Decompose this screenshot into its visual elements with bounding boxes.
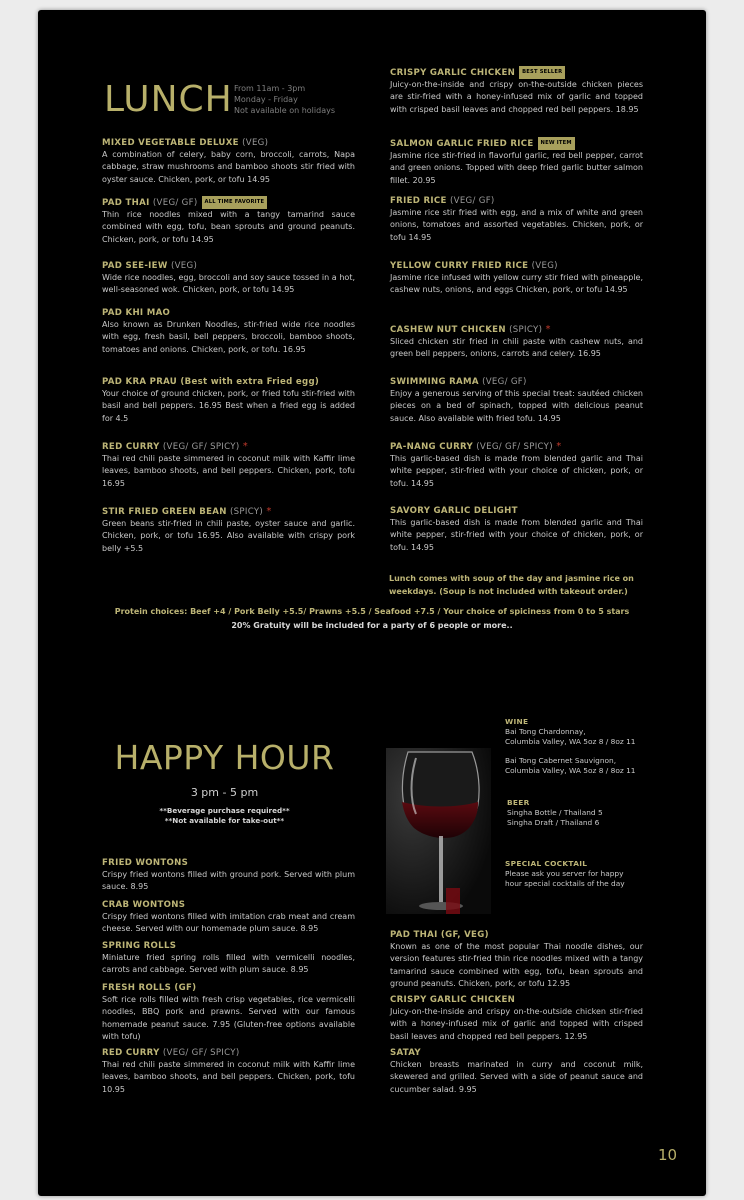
lunch-hours-line: Monday - Friday: [234, 95, 298, 104]
soup-note: Lunch comes with soup of the day and jasmine rice on weekdays. (Soup is not included with takeout order.): [389, 574, 634, 596]
item-tag: (SPICY): [509, 325, 543, 335]
item-description: Thin rice noodles mixed with a tangy tamarind sauce combined with egg, tofu, bean sprouts and ground peanuts. Chicken, pork, or tofu 14.95: [102, 210, 355, 244]
item-name: [102, 441, 355, 453]
item-tag: (VEG): [242, 138, 269, 148]
gratuity-note: 20% Gratuity will be included for a party of 6 people or more..: [231, 621, 513, 630]
wine-line: Columbia Valley, WA 5oz 8 / 8oz 11: [505, 766, 636, 776]
item-tag: (VEG/ GF): [449, 196, 495, 206]
item-title: PAD SEE-IEW: [102, 261, 168, 271]
menu-item: [102, 196, 355, 246]
cocktail-heading: SPECIAL COCKTAIL: [505, 859, 588, 868]
item-title: PAD THAI: [102, 198, 150, 208]
spicy-star-icon: *: [545, 324, 551, 335]
item-name: SATAY: [390, 1048, 421, 1058]
item-tag: (SPICY): [230, 507, 264, 517]
item-description: Juicy-on-the-inside and crispy on-the-outside chicken pieces are stir-fried with a honey-infused mix of garlic and topped with crisped basil leaves and chopped red bell peppers. 18.95: [390, 80, 643, 114]
item-title: STIR FRIED GREEN BEAN: [102, 507, 227, 517]
item-name: [390, 506, 643, 517]
item-title: PAD KHI MAO: [102, 308, 171, 318]
item-description: Enjoy a generous serving of this special treat: sautéed chicken pieces on a bed of spinach, topped with delicious peanut sauce. Also available with fried tofu. 14.95: [390, 389, 643, 423]
item-name: [102, 1048, 355, 1059]
item-name: CRAB WONTONS: [102, 900, 186, 910]
item-name: [102, 506, 355, 518]
item-title: RED CURRY: [102, 1048, 160, 1058]
item-name: [390, 324, 643, 336]
menu-item: [102, 506, 355, 555]
item-name: [390, 441, 643, 453]
item-tag: (VEG): [170, 261, 198, 271]
cocktail-section: [505, 859, 675, 890]
item-name: [102, 377, 355, 388]
menu-item: [390, 196, 643, 244]
menu-item: [102, 441, 355, 490]
item-name: [102, 261, 355, 272]
item-description: Miniature fried spring rolls filled with vermicelli noodles, carrots and cabbage. Served with plum sauce. 8.95: [102, 953, 355, 975]
spicy-star-icon: *: [266, 506, 272, 517]
menu-item: [390, 137, 643, 187]
lunch-hours-line: From 11am - 3pm: [234, 84, 306, 93]
wine-heading: WINE: [505, 717, 529, 726]
page-number: 10: [658, 1146, 678, 1164]
lunch-hours: [234, 83, 335, 116]
spicy-star-icon: *: [556, 441, 562, 452]
lunch-title: LUNCH: [104, 79, 233, 120]
item-title: SAVORY GARLIC DELIGHT: [390, 506, 518, 516]
item-badge: BEST SELLER: [519, 66, 565, 79]
item-description: Thai red chili paste simmered in coconut milk with Kaffir lime leaves, bamboo shoots, and bell peppers. Chicken, pork, tofu 16.95: [102, 454, 355, 488]
happy-hour-notes: [102, 806, 347, 826]
item-title: PAD KRA PRAU (Best with extra Fried egg): [102, 377, 320, 387]
item-title: PA-NANG CURRY: [390, 442, 473, 452]
item-description: Soft rice rolls filled with fresh crisp vegetables, rice vermicelli noodles, BBQ pork and prawns. Served with our famous homemade peanut sauce. 7.95 (Gluten-free options available with tofu): [102, 995, 355, 1042]
beer-line: Singha Draft / Thailand 6: [507, 818, 600, 828]
beer-line: Singha Bottle / Thailand 5: [507, 808, 603, 817]
item-name: SPRING ROLLS: [102, 941, 177, 951]
wine-line: [505, 748, 675, 756]
wine-line: Bai Tong Chardonnay,: [505, 727, 586, 736]
item-description: Crispy fried wontons filled with imitation crab meat and cream cheese. Served with our homemade plum sauce. 8.95: [102, 912, 355, 934]
item-description: Wide rice noodles, egg, broccoli and soy sauce tossed in a hot, well-seasoned wok. Chicken, pork, or tofu 14.95: [102, 273, 355, 295]
menu-page: [38, 10, 706, 1196]
happy-hour-title: HAPPY HOUR: [114, 738, 335, 777]
menu-item: [390, 441, 643, 490]
lunch-hours-line: Not available on holidays: [234, 106, 336, 115]
item-name: [102, 308, 355, 319]
happy-hour-note: **Not available for take-out**: [164, 816, 285, 825]
item-description: Juicy-on-the-inside and crispy on-the-outside chicken stir-fried with a honey-infused mix of garlic and topped with crisped basil leaves and chopped red bell peppers. 12.95: [390, 1007, 643, 1041]
item-description: This garlic-based dish is made from blended garlic and Thai white pepper, stir-fried with your choice of chicken, pork, or tofu. 14.95: [390, 518, 643, 552]
item-badge: ALL TIME FAVORITE: [202, 196, 268, 209]
happy-hour-time: 3 pm - 5 pm: [190, 786, 259, 799]
menu-item: [102, 138, 355, 186]
item-name: [390, 66, 643, 79]
item-description: Sliced chicken stir fried in chili paste with cashew nuts, and green bell peppers, onions, carrots and celery. 16.95: [390, 337, 643, 359]
happy-hour-note: **Beverage purchase required**: [159, 806, 290, 815]
item-title: RED CURRY: [102, 442, 160, 452]
item-title: MIXED VEGETABLE DELUXE: [102, 138, 239, 148]
item-title: SALMON GARLIC FRIED RICE: [390, 139, 534, 149]
item-description: Your choice of ground chicken, pork, or fried tofu stir-fried with basil and bell peppers. 16.95 Best when a fried egg is added for 4.5: [102, 389, 355, 423]
wine-glass-image: [386, 748, 491, 914]
menu-item: [390, 66, 643, 116]
menu-item: [390, 930, 643, 991]
beer-section: [507, 798, 677, 829]
menu-item: [102, 308, 355, 356]
item-name: FRIED WONTONS: [102, 858, 189, 868]
item-name: [102, 138, 355, 149]
cocktail-line: hour special cocktails of the day: [505, 879, 625, 889]
spicy-star-icon: *: [242, 441, 249, 452]
wine-glass-icon: [386, 748, 491, 914]
menu-item: [390, 995, 643, 1043]
item-description: Crispy fried wontons filled with ground pork. Served with plum sauce. 8.95: [102, 870, 355, 892]
item-name: [102, 196, 355, 209]
item-tag: (VEG/ GF): [482, 377, 527, 387]
menu-item: [102, 900, 355, 936]
item-description: This garlic-based dish is made from blended garlic and Thai white pepper, stir-fried with your choice of chicken, pork, or tofu. 14.95: [390, 454, 643, 488]
menu-item: [390, 1048, 643, 1096]
menu-item: [390, 261, 643, 297]
menu-item: [102, 261, 355, 297]
wine-line: Bai Tong Cabernet Sauvignon,: [505, 755, 617, 765]
item-title: CRISPY GARLIC CHICKEN: [390, 68, 516, 78]
item-tag: (VEG): [531, 261, 558, 271]
beer-heading: BEER: [507, 798, 530, 807]
menu-item: [390, 377, 643, 425]
item-description: Chicken breasts marinated in curry and coconut milk, skewered and grilled. Served with a side of peanut sauce and cucumber salad. 9.95: [390, 1060, 643, 1094]
item-description: Jasmine rice stir-fried in flavorful garlic, red bell pepper, carrot and green onions. Topped with deep fried garlic butter salmon fillet. 20.95: [390, 151, 643, 185]
item-description: Thai red chili paste simmered in coconut milk with Kaffir lime leaves, bamboo shoots, and bell peppers. Chicken, pork, tofu 10.95: [102, 1060, 355, 1094]
item-description: Also known as Drunken Noodles, stir-fried wide rice noodles with egg, fresh basil, bell peppers, broccoli, bamboo shoots, tomatoes and onions. Chicken, pork, or tofu. 16.95: [102, 320, 355, 354]
item-tag: (VEG/ GF): [152, 198, 198, 208]
menu-item: [102, 858, 355, 894]
item-title: CASHEW NUT CHICKEN: [390, 325, 506, 335]
wine-section: [505, 717, 675, 777]
item-name: [390, 261, 643, 272]
protein-choices: Protein choices: Beef +4 / Pork Belly +5.5/ Prawns +5.5 / Seafood +7.5 / Your choice of spiciness from 0 to 5 stars: [114, 607, 630, 616]
item-title: FRIED RICE: [390, 196, 447, 206]
item-name: CRISPY GARLIC CHICKEN: [390, 995, 516, 1005]
menu-item: [102, 983, 355, 1044]
item-tag: (VEG/ GF/ SPICY): [162, 1048, 240, 1058]
cocktail-line: Please ask you server for happy: [505, 869, 624, 878]
menu-item: [390, 324, 643, 361]
item-name: [390, 137, 643, 150]
item-name: [390, 196, 643, 207]
item-badge: NEW ITEM: [538, 137, 575, 150]
item-description: A combination of celery, baby corn, broccoli, carrots, Napa cabbage, straw mushrooms and bamboo shoots stir fried with oyster sauce. Chicken, pork, or tofu 14.95: [102, 150, 355, 184]
menu-item: [102, 1048, 355, 1096]
item-name: FRESH ROLLS (GF): [102, 983, 197, 993]
wine-line: Columbia Valley, WA 5oz 8 / 8oz 11: [505, 737, 636, 747]
item-title: SWIMMING RAMA: [390, 377, 479, 387]
item-tag: (VEG/ GF/ SPICY): [162, 442, 240, 452]
menu-item: [102, 377, 355, 425]
menu-item: [390, 506, 643, 554]
item-description: Green beans stir-fried in chili paste, oyster sauce and garlic. Chicken, pork, or tofu 16.95. Also available with crispy pork belly +5.5: [102, 519, 355, 553]
item-description: Known as one of the most popular Thai noodle dishes, our version features stir-fried thin rice noodles mixed with a tangy tamarind sauce combined with egg, tofu, bean sprouts and ground peanuts. Chicken, pork, or tofu 12.95: [390, 942, 643, 989]
item-title: YELLOW CURRY FRIED RICE: [390, 261, 529, 271]
item-description: Jasmine rice infused with yellow curry stir fried with pineapple, cashew nuts, onions, and eggs Chicken, pork, or tofu 14.95: [390, 273, 643, 295]
item-tag: (VEG/ GF/ SPICY): [476, 442, 553, 452]
item-name: [390, 377, 643, 388]
menu-item: [102, 941, 355, 977]
item-name: PAD THAI (GF, VEG): [390, 930, 489, 940]
item-description: Jasmine rice stir fried with egg, and a mix of white and green onions, tomatoes and assorted vegetables. Chicken, pork, or tofu 14.95: [390, 208, 643, 242]
